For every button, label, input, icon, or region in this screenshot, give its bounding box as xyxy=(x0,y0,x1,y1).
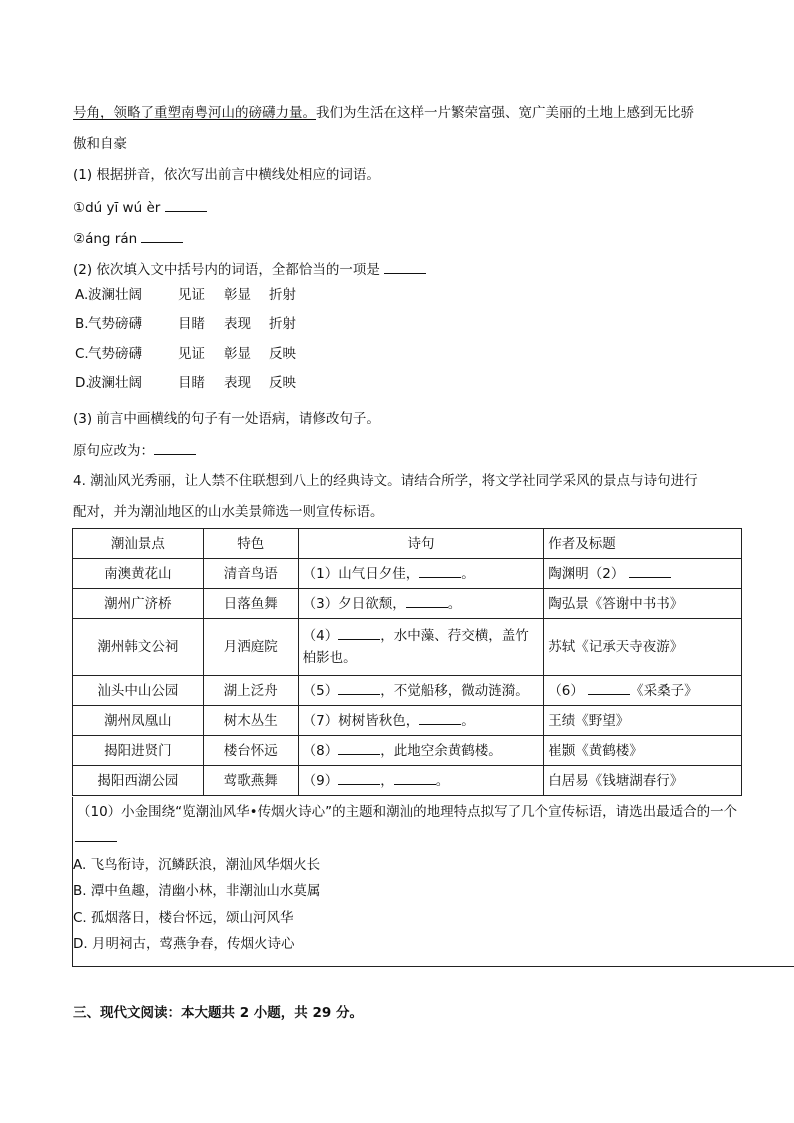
poem-text: 。 xyxy=(435,772,450,789)
answer-blank[interactable] xyxy=(419,710,461,725)
option-word: 气势磅礴 xyxy=(88,316,142,332)
option-word: 波澜壮阔 xyxy=(88,287,142,303)
table-row xyxy=(73,589,742,619)
option-word: 彰显 xyxy=(224,287,251,303)
option-word: 气势磅礴 xyxy=(88,346,142,362)
option-word: 目睹 xyxy=(178,375,205,391)
option-word: 见证 xyxy=(178,287,205,303)
passage-underlined-text: 号角，领略了重塑南粤河山的磅礴力量。 xyxy=(73,105,316,121)
cell-author: 苏轼《记承天寺夜游》 xyxy=(544,619,742,676)
poem-table xyxy=(72,528,742,796)
option-word: 反映 xyxy=(269,346,296,362)
option-word: 反映 xyxy=(269,375,296,391)
question-10-box xyxy=(72,797,794,967)
poem-text: （1）山气日夕佳， xyxy=(302,565,420,582)
poem-text: （8） xyxy=(302,742,339,759)
cell-author xyxy=(544,559,742,589)
table-header-row xyxy=(73,529,742,559)
option-word: 见证 xyxy=(178,346,205,362)
poem-text: 。 xyxy=(461,712,475,729)
option-word: 波澜壮阔 xyxy=(88,375,142,391)
answer-blank[interactable] xyxy=(154,440,196,455)
cell-feature: 月洒庭院 xyxy=(203,619,298,676)
cell-feature: 莺歌燕舞 xyxy=(203,766,298,796)
poem-text: （7）树树皆秋色， xyxy=(302,712,420,729)
question-4-intro-1: 4. 潮汕风光秀丽，让人禁不住联想到八上的经典诗文。请结合所学，将文学社同学采风的景点与诗句进行 xyxy=(73,473,698,489)
pinyin-1 xyxy=(73,197,207,218)
option-letter: D. xyxy=(75,375,90,391)
cell-poem xyxy=(298,736,544,766)
passage-line-2: 傲和自豪 xyxy=(73,136,127,152)
option-word: 折射 xyxy=(269,287,296,303)
header-poem: 诗句 xyxy=(298,529,544,559)
answer-blank[interactable] xyxy=(588,680,630,695)
answer-blank[interactable] xyxy=(629,563,671,578)
author-text: 《采桑子》 xyxy=(630,682,698,699)
cell-author: 陶弘景《答谢中书书》 xyxy=(544,589,742,619)
question-3-2 xyxy=(73,259,426,280)
table-row xyxy=(73,676,742,706)
table-row xyxy=(73,619,742,676)
option-word: 表现 xyxy=(224,375,251,391)
pinyin-2-text: ②áng rán xyxy=(73,231,138,247)
answer-blank[interactable] xyxy=(338,770,380,785)
cell-place: 南澳黄花山 xyxy=(73,559,204,589)
pinyin-1-text: ①dú yī wú èr xyxy=(73,200,161,216)
cell-place: 潮州凤凰山 xyxy=(73,706,204,736)
poem-text: ，此地空余黄鹤楼。 xyxy=(380,742,502,759)
cell-place: 潮州广济桥 xyxy=(73,589,204,619)
header-feature: 特色 xyxy=(203,529,298,559)
answer-label: 原句应改为： xyxy=(73,443,154,459)
answer-blank[interactable] xyxy=(394,770,436,785)
question-3-1: (1) 根据拼音，依次写出前言中横线处相应的词语。 xyxy=(73,167,380,183)
option-word: 目睹 xyxy=(178,316,205,332)
poem-text: ， xyxy=(380,772,394,789)
option-word: 彰显 xyxy=(224,346,251,362)
poem-text: （3）夕日欲颓， xyxy=(302,595,406,612)
cell-poem xyxy=(298,766,544,796)
cell-place: 揭阳西湖公园 xyxy=(73,766,204,796)
table-row xyxy=(73,559,742,589)
cell-feature: 树木丛生 xyxy=(203,706,298,736)
question-10-blank-line xyxy=(75,827,117,848)
poem-text: （9） xyxy=(302,772,339,789)
option-letter: A. xyxy=(75,287,89,303)
author-text: 陶渊明（2） xyxy=(548,565,625,582)
question-3-2-text: (2) 依次填入文中括号内的词语，全都恰当的一项是 xyxy=(73,262,380,278)
question-3-3: (3) 前言中画横线的句子有一处语病，请修改句子。 xyxy=(73,411,380,427)
answer-line xyxy=(73,440,196,461)
answer-blank[interactable] xyxy=(384,259,426,274)
cell-poem xyxy=(298,706,544,736)
cell-place: 汕头中山公园 xyxy=(73,676,204,706)
cell-feature: 湖上泛舟 xyxy=(203,676,298,706)
passage-text: 我们为生活在这样一片繁荣富强、宽广美丽的土地上感到无比骄 xyxy=(316,105,694,121)
question-10-text: （10）小金围绕“览潮汕风华•传烟火诗心”的主题和潮汕的地理特点拟写了几个宣传标语，请选出最适合的一个 xyxy=(77,804,738,820)
answer-blank[interactable] xyxy=(75,827,117,842)
cell-feature: 清音鸟语 xyxy=(203,559,298,589)
pinyin-2 xyxy=(73,228,183,249)
cell-place: 揭阳进贤门 xyxy=(73,736,204,766)
author-text: （6） xyxy=(548,682,584,699)
cell-poem xyxy=(298,619,544,676)
option-letter: B. xyxy=(75,316,89,332)
slogan-option-c[interactable]: C. 孤烟落日，楼台怀远，颂山河风华 xyxy=(73,910,294,926)
cell-place: 潮州韩文公祠 xyxy=(73,619,204,676)
header-author: 作者及标题 xyxy=(544,529,742,559)
slogan-option-d[interactable]: D. 月明祠古，莺燕争春，传烟火诗心 xyxy=(73,936,295,952)
cell-author: 崔颢《黄鹤楼》 xyxy=(544,736,742,766)
answer-blank[interactable] xyxy=(338,680,380,695)
cell-author: 白居易《钱塘湖春行》 xyxy=(544,766,742,796)
table-row xyxy=(73,706,742,736)
option-word: 表现 xyxy=(224,316,251,332)
option-word: 折射 xyxy=(269,316,296,332)
cell-poem xyxy=(298,589,544,619)
cell-feature: 楼台怀远 xyxy=(203,736,298,766)
poem-text: 。 xyxy=(461,565,475,582)
answer-blank[interactable] xyxy=(338,625,380,640)
slogan-option-a[interactable]: A. 飞鸟衔诗，沉鳞跃浪，潮汕风华烟火长 xyxy=(73,857,321,873)
question-4-intro-2: 配对，并为潮汕地区的山水美景筛选一则宣传标语。 xyxy=(73,504,384,520)
poem-text: ，不觉船移，微动涟漪。 xyxy=(380,682,529,699)
header-place: 潮汕景点 xyxy=(73,529,204,559)
answer-blank[interactable] xyxy=(419,563,461,578)
answer-blank[interactable] xyxy=(338,740,380,755)
passage-line-1 xyxy=(73,103,694,123)
slogan-option-b[interactable]: B. 潭中鱼趣，清幽小林，非潮汕山水莫属 xyxy=(73,883,321,899)
poem-text: ，水中藻、荇交横，盖竹柏影也。 xyxy=(302,628,529,666)
poem-text: （4） xyxy=(302,628,339,644)
section-heading: 三、现代文阅读：本大题共 2 小题，共 29 分。 xyxy=(73,1005,363,1021)
cell-feature: 日落鱼舞 xyxy=(203,589,298,619)
cell-poem xyxy=(298,559,544,589)
table-row xyxy=(73,736,742,766)
cell-poem xyxy=(298,676,544,706)
option-letter: C. xyxy=(75,346,89,362)
answer-blank[interactable] xyxy=(165,197,207,212)
answer-blank[interactable] xyxy=(141,228,183,243)
answer-blank[interactable] xyxy=(406,593,448,608)
cell-author: 王绩《野望》 xyxy=(544,706,742,736)
poem-text: 。 xyxy=(447,595,462,612)
cell-author xyxy=(544,676,742,706)
table-row xyxy=(73,766,742,796)
poem-text: （5） xyxy=(302,682,339,699)
